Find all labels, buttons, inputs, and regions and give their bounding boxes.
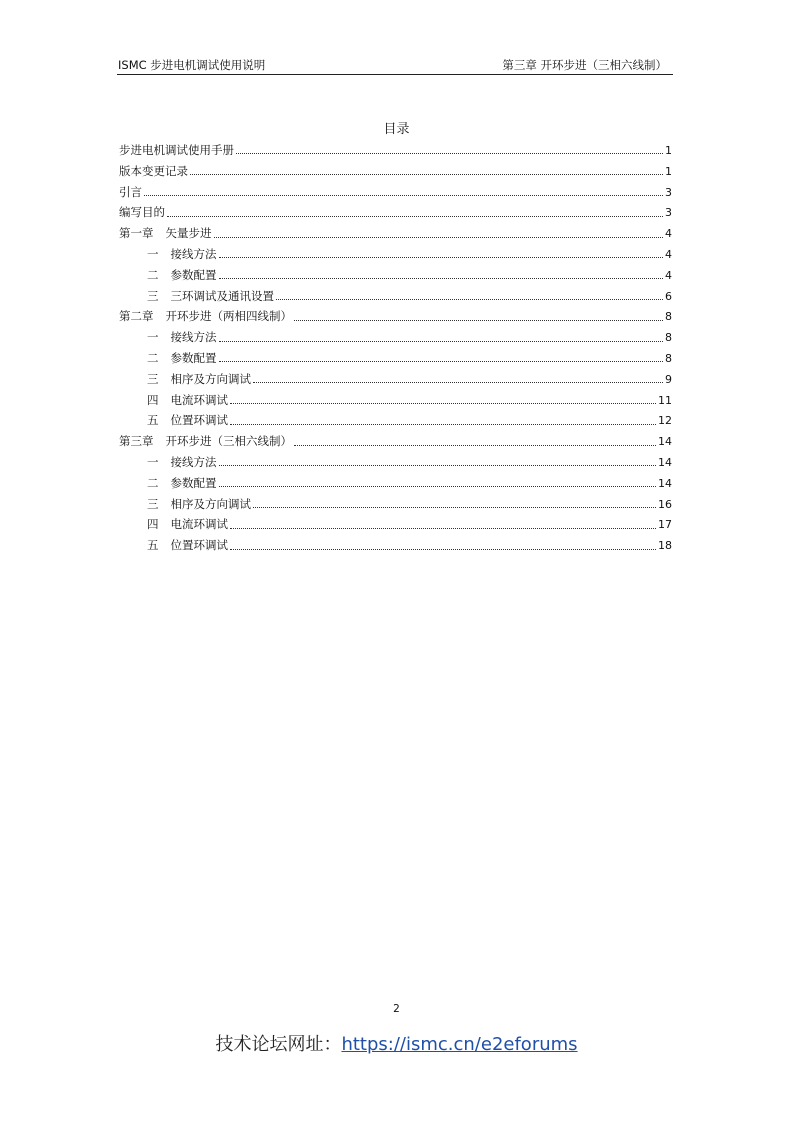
toc-entry-number: 五 <box>147 413 159 428</box>
toc-entry-page: 4 <box>665 268 672 282</box>
toc-entry-page: 11 <box>658 393 672 407</box>
footer-label: 技术论坛网址： <box>215 1034 342 1055</box>
toc-leader-dots <box>294 444 656 446</box>
toc-entry-title: 版本变更记录 <box>119 163 188 178</box>
toc-entry-label <box>147 390 228 411</box>
toc-entry-label <box>119 306 292 327</box>
toc-entry-title: 电流环调试 <box>170 517 228 532</box>
toc-entry-label <box>147 473 217 494</box>
toc-leader-dots <box>219 277 664 279</box>
toc-entry-title: 参数配置 <box>170 267 217 282</box>
toc-entry-page: 6 <box>665 289 672 303</box>
footer <box>0 1030 793 1056</box>
toc-entry-page: 8 <box>665 351 672 365</box>
toc-entry-title: 接线方法 <box>170 454 217 469</box>
toc-entry-label <box>147 244 217 265</box>
toc-entry-page: 14 <box>658 476 672 490</box>
toc-entry-label <box>147 535 228 556</box>
toc-entry-label <box>147 265 217 286</box>
toc-entry-number: 一 <box>147 330 159 345</box>
toc-entry[interactable] <box>119 473 672 494</box>
toc-entry[interactable] <box>119 161 672 182</box>
toc-entry[interactable] <box>119 182 672 203</box>
toc-entry-number: 第二章 <box>119 309 154 324</box>
toc-entry-title: 矢量步进 <box>165 226 212 241</box>
toc-leader-dots <box>219 256 664 258</box>
toc-entry-number: 四 <box>147 517 159 532</box>
toc-leader-dots <box>230 548 656 550</box>
toc-entry[interactable] <box>119 369 672 390</box>
toc-entry-title: 相序及方向调试 <box>170 371 251 386</box>
toc-entry[interactable] <box>119 140 672 161</box>
toc-entry-label <box>119 182 142 203</box>
toc-entry-label <box>119 223 212 244</box>
toc-entry[interactable] <box>119 286 672 307</box>
toc-entry[interactable] <box>119 514 672 535</box>
toc-entry-title: 步进电机调试使用手册 <box>119 143 234 157</box>
toc-entry[interactable] <box>119 431 672 452</box>
toc-entry-page: 14 <box>658 435 672 449</box>
toc-entry-title: 开环步进（三相六线制） <box>165 434 292 449</box>
toc-entry-title: 三环调试及通讯设置 <box>170 288 274 303</box>
table-of-contents <box>119 140 672 556</box>
toc-entry-label <box>147 514 228 535</box>
toc-entry-page: 3 <box>665 206 672 220</box>
toc-entry[interactable] <box>119 306 672 327</box>
toc-entry[interactable] <box>119 223 672 244</box>
toc-entry-label <box>119 161 188 182</box>
toc-entry-title: 接线方法 <box>170 330 217 345</box>
toc-entry-title: 参数配置 <box>170 350 217 365</box>
toc-entry[interactable] <box>119 265 672 286</box>
toc-entry-label <box>147 348 217 369</box>
toc-entry-number: 三 <box>147 496 159 511</box>
toc-entry-page: 1 <box>665 164 672 178</box>
toc-entry[interactable] <box>119 244 672 265</box>
toc-entry-page: 8 <box>665 331 672 345</box>
toc-entry-label <box>119 140 234 161</box>
toc-entry-page: 4 <box>665 227 672 241</box>
page-number: 2 <box>393 1003 400 1015</box>
toc-entry-title: 开环步进（两相四线制） <box>165 309 292 324</box>
toc-entry-number: 二 <box>147 350 159 365</box>
toc-leader-dots <box>219 360 664 362</box>
toc-entry-label <box>147 286 274 307</box>
toc-entry-title: 相序及方向调试 <box>170 496 251 511</box>
toc-entry-label <box>119 431 292 452</box>
toc-entry-page: 12 <box>658 414 672 428</box>
toc-entry[interactable] <box>119 348 672 369</box>
toc-entry[interactable] <box>119 494 672 515</box>
toc-entry-label <box>147 369 251 390</box>
toc-leader-dots <box>230 402 656 404</box>
toc-leader-dots <box>167 215 663 217</box>
toc-entry-page: 1 <box>665 144 672 157</box>
toc-leader-dots <box>253 506 656 508</box>
toc-leader-dots <box>144 194 663 196</box>
toc-leader-dots <box>253 381 663 383</box>
toc-entry-label <box>147 410 228 431</box>
toc-entry-number: 三 <box>147 288 159 303</box>
toc-entry-number: 五 <box>147 538 159 553</box>
toc-entry-number: 第一章 <box>119 226 154 241</box>
toc-leader-dots <box>219 485 657 487</box>
toc-entry-number: 三 <box>147 371 159 386</box>
toc-entry-page: 4 <box>665 247 672 261</box>
toc-entry-number: 二 <box>147 267 159 282</box>
toc-entry-title: 参数配置 <box>170 475 217 490</box>
toc-entry[interactable] <box>119 535 672 556</box>
toc-entry-title: 位置环调试 <box>170 538 228 553</box>
toc-entry-title: 电流环调试 <box>170 392 228 407</box>
toc-entry-number: 二 <box>147 475 159 490</box>
toc-leader-dots <box>219 464 657 466</box>
header-doc-title: ISMC 步进电机调试使用说明 <box>118 58 266 72</box>
header-chapter-title: 第三章 开环步进（三相六线制） <box>502 58 667 72</box>
toc-entry-label <box>119 202 165 223</box>
toc-entry-title: 编写目的 <box>119 205 165 220</box>
toc-entry-label <box>147 452 217 473</box>
toc-leader-dots <box>230 423 656 425</box>
toc-leader-dots <box>294 319 663 321</box>
toc-entry[interactable] <box>119 390 672 411</box>
toc-entry-page: 8 <box>665 310 672 324</box>
toc-entry-number: 一 <box>147 246 159 261</box>
toc-leader-dots <box>236 152 663 154</box>
toc-title: 目录 <box>383 122 410 137</box>
toc-entry-label <box>147 494 251 515</box>
toc-entry-label <box>147 327 217 348</box>
toc-entry-page: 16 <box>658 497 672 511</box>
toc-entry-page: 14 <box>658 455 672 469</box>
toc-leader-dots <box>276 298 663 300</box>
toc-entry-page: 3 <box>665 185 672 199</box>
forum-link[interactable]: https://ismc.cn/e2eforums <box>341 1034 578 1055</box>
toc-leader-dots <box>230 527 656 529</box>
toc-entry[interactable] <box>119 410 672 431</box>
toc-entry[interactable] <box>119 202 672 223</box>
toc-entry-title: 接线方法 <box>170 246 217 261</box>
toc-leader-dots <box>214 236 664 238</box>
toc-entry-page: 9 <box>665 372 672 386</box>
toc-entry-number: 四 <box>147 392 159 407</box>
toc-entry-page: 17 <box>658 518 672 532</box>
toc-leader-dots <box>219 340 664 342</box>
page-header <box>117 56 673 75</box>
toc-entry-title: 位置环调试 <box>170 413 228 428</box>
toc-entry-page: 18 <box>658 539 672 553</box>
toc-entry-title: 引言 <box>119 184 142 199</box>
toc-entry[interactable] <box>119 452 672 473</box>
toc-entry-number: 一 <box>147 454 159 469</box>
toc-entry-number: 第三章 <box>119 434 154 449</box>
toc-entry[interactable] <box>119 327 672 348</box>
toc-leader-dots <box>190 173 663 175</box>
